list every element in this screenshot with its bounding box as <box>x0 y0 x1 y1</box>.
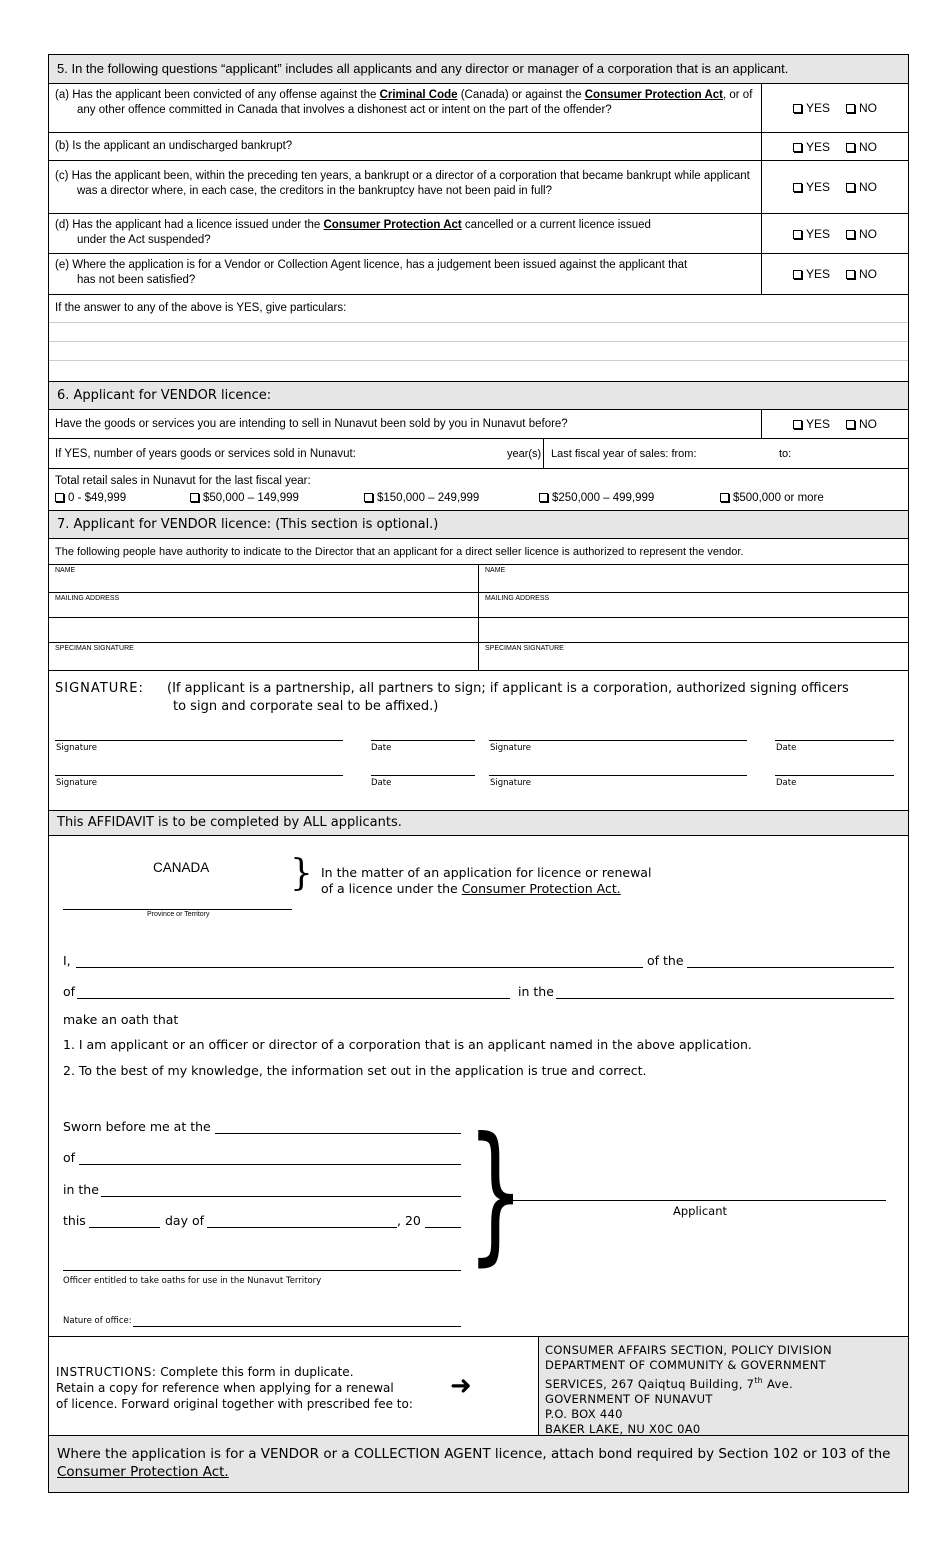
signature-line[interactable]: Signature <box>56 778 98 788</box>
date-line[interactable]: Date <box>371 778 392 788</box>
sales-option-1[interactable]: 0 - $49,999 <box>55 492 126 504</box>
day-input-line[interactable] <box>89 1227 160 1228</box>
affidavit-section: CANADA } Province or Territory In the matter of an application for licence or renewal of a licence under the Consumer Protection Act. I, of the of in the make an oath that 1. I am applicant or an officer or director of a corporation that is an applicant named in the above application. 2. To the best of my knowledge, the information set out in the application is true and correct. Sworn before me at the of in the this day of , 20 Officer entitled to take oaths for use in the Nunavut Territory Nature of office: } Applicant <box>49 836 908 1337</box>
question-c: (c) Has the applicant been, within the preceding ten years, a bankrupt or a director of a corporation that became bankrupt while applicant was a director where, in each case, the creditors in the bankruptcy have not been paid in full? YES NO <box>49 161 908 214</box>
vendor-sold-before: Have the goods or services you are intending to sell in Nunavut been sold by you in Nunavut before? YES NO <box>49 410 908 439</box>
signature-line[interactable]: Signature <box>56 743 98 753</box>
application-form <box>48 54 909 1493</box>
mailing-field-2b[interactable] <box>479 618 908 642</box>
yes-checkbox[interactable]: YES <box>793 140 830 154</box>
question-d: (d) Has the applicant had a licence issued under the Consumer Protection Act cancelled or a current licence issued under the Act suspended? YES NO <box>49 214 908 254</box>
signature-section: SIGNATURE: (If applicant is a partnership, all partners to sign; if applicant is a corporation, authorized signing officers to sign and corporate seal to be affixed.) Signature Date Signature Date Signature Date Signature Date <box>49 671 908 811</box>
name-field-1[interactable]: NAME <box>49 565 479 592</box>
yes-checkbox[interactable]: YES <box>793 267 830 281</box>
yes-checkbox[interactable]: YES <box>793 101 830 115</box>
nature-of-office-line[interactable] <box>133 1326 461 1327</box>
province-label: Province or Territory <box>147 911 210 918</box>
footer-note: Where the application is for a VENDOR or a COLLECTION AGENT licence, attach bond required by Section 102 or 103 of the Consumer Protection Act. <box>49 1436 908 1492</box>
signature-line[interactable]: Signature <box>490 743 532 753</box>
section5-header: 5. In the following questions “applicant” includes all applicants and any director or manager of a corporation that is an applicant. <box>49 55 908 84</box>
no-checkbox[interactable]: NO <box>846 227 877 241</box>
yes-checkbox[interactable]: YES <box>793 180 830 194</box>
mailing-field-1b[interactable] <box>49 618 479 642</box>
mailing-row <box>49 593 908 618</box>
no-checkbox[interactable]: NO <box>846 140 877 154</box>
date-line[interactable]: Date <box>371 743 392 753</box>
date-line[interactable]: Date <box>776 743 797 753</box>
question-e: (e) Where the application is for a Vendor or Collection Agent licence, has a judgement been issued against the applicant that has not been satisfied? YES NO <box>49 254 908 295</box>
section6-header: 6. Applicant for VENDOR licence: <box>49 382 908 410</box>
signature-line[interactable]: Signature <box>490 778 532 788</box>
of-the-input-line[interactable] <box>687 967 894 968</box>
sworn-in-input-line[interactable] <box>101 1196 461 1197</box>
no-checkbox[interactable]: NO <box>846 417 877 431</box>
instructions-row: INSTRUCTIONS: Complete this form in duplicate. Retain a copy for reference when applying for a renewal of licence. Forward original together with prescribed fee to: ➜ CONSUMER AFFAIRS SECTION, POLICY DIVISION DEPARTMENT OF COMMUNITY & GOVERNMENT SERVICES, 267 Qaiqtuq Building, 7th Ave. GOVERNMENT OF NUNAVUT P.O. BOX 440 BAKER LAKE, NU X0C 0A0 <box>49 1337 908 1436</box>
sales-range-row: Total retail sales in Nunavut for the last fiscal year: 0 - $49,999 $50,000 – 149,999 $150,000 – 249,999 $250,000 – 499,999 $500,000 or more <box>49 469 908 511</box>
no-checkbox[interactable]: NO <box>846 101 877 115</box>
no-checkbox[interactable]: NO <box>846 267 877 281</box>
in-the-input-line[interactable] <box>556 998 894 999</box>
section7-header: 7. Applicant for VENDOR licence: (This section is optional.) <box>49 511 908 539</box>
mailing-field-2[interactable]: MAILING ADDRESS <box>485 595 550 602</box>
no-checkbox[interactable]: NO <box>846 180 877 194</box>
name-row <box>49 565 908 593</box>
month-input-line[interactable] <box>207 1227 397 1228</box>
name-field-2[interactable]: NAME <box>485 567 506 574</box>
sales-option-4[interactable]: $250,000 – 499,999 <box>539 492 654 504</box>
specimen-row <box>49 643 908 671</box>
sales-option-2[interactable]: $50,000 – 149,999 <box>190 492 299 504</box>
applicant-signature-line[interactable] <box>511 1200 886 1201</box>
particulars-field[interactable]: If the answer to any of the above is YES, give particulars: <box>49 295 908 382</box>
arrow-right-icon: ➜ <box>450 1371 472 1401</box>
mailing-address-block: CONSUMER AFFAIRS SECTION, POLICY DIVISION DEPARTMENT OF COMMUNITY & GOVERNMENT SERVICES, 267 Qaiqtuq Building, 7th Ave. GOVERNMENT OF NUNAVUT P.O. BOX 440 BAKER LAKE, NU X0C 0A0 <box>538 1337 908 1435</box>
question-a: (a) Has the applicant been convicted of any offense against the Criminal Code (Canada) or against the Consumer Protection Act, or of any other offence committed in Canada that involves a dishonest act or intent on the part of the offender? YES NO <box>49 84 908 133</box>
sales-option-3[interactable]: $150,000 – 249,999 <box>364 492 479 504</box>
specimen-field-2[interactable]: SPECIMAN SIGNATURE <box>485 645 564 652</box>
officer-signature-line[interactable] <box>63 1270 461 1271</box>
yes-checkbox[interactable]: YES <box>793 227 830 241</box>
sworn-at-input-line[interactable] <box>215 1133 461 1134</box>
sales-option-5[interactable]: $500,000 or more <box>720 492 824 504</box>
mailing-field-1[interactable]: MAILING ADDRESS <box>49 593 479 617</box>
section7-intro: The following people have authority to indicate to the Director that an applicant for a direct seller licence is authorized to represent the vendor. <box>49 539 908 565</box>
sworn-of-input-line[interactable] <box>79 1164 461 1165</box>
yes-checkbox[interactable]: YES <box>793 417 830 431</box>
years-sold-row: If YES, number of years goods or services sold in Nunavut: year(s) Last fiscal year of sales: from: to: <box>49 439 908 469</box>
date-line[interactable]: Date <box>776 778 797 788</box>
year-input-line[interactable] <box>425 1227 461 1228</box>
specimen-field-1[interactable]: SPECIMAN SIGNATURE <box>49 643 479 670</box>
brace: } <box>290 853 313 894</box>
mailing-row-2 <box>49 618 908 643</box>
affidavit-header: This AFFIDAVIT is to be completed by ALL applicants. <box>49 811 908 836</box>
large-brace: } <box>467 1106 525 1280</box>
question-b: (b) Is the applicant an undischarged bankrupt? YES NO <box>49 133 908 161</box>
name-input-line[interactable] <box>76 967 643 968</box>
of-input-line[interactable] <box>77 998 510 999</box>
